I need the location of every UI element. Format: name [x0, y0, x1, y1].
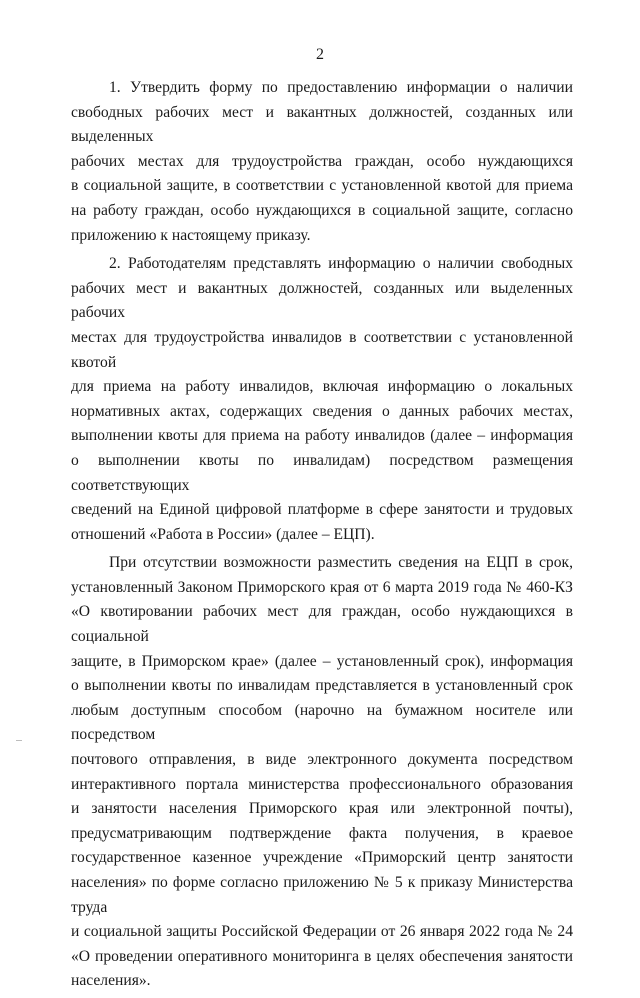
text-line: установленный Законом Приморского края от 6 марта 2019 года № 460-КЗ: [71, 578, 573, 596]
text-line: рабочих мест и вакантных должностей, созданных или выделенных рабочих: [71, 279, 573, 322]
text-line: населения» по форме согласно приложению № 5 к приказу Министерства труда: [71, 874, 573, 916]
text-line: При отсутствии возможности разместить сведения на ЕЦП в срок,: [109, 554, 573, 572]
text-line: в социальной защите, в соответствии с установленной квотой для приема: [71, 177, 573, 195]
text-line: свободных рабочих мест и вакантных должностей, созданных или выделенных: [71, 103, 573, 146]
text-line: почтового отправления, в виде электронного документа посредством: [71, 751, 573, 769]
document-body: [71, 76, 573, 998]
text-line: «О квотировании рабочих мест для граждан, особо нуждающихся в социальной: [71, 603, 573, 646]
text-line: отношений «Работа в России» (далее – ЕЦП).: [71, 525, 375, 543]
text-line: «О проведении оперативного мониторинга в целях обеспечения занятости: [71, 947, 573, 965]
text-line: предусматривающим подтверждение факта получения, в краевое: [71, 824, 573, 842]
paragraph-1: [71, 76, 573, 248]
text-line: о выполнении квоты по инвалидам) посредством размещения соответствующих: [71, 451, 573, 494]
text-line: государственное казенное учреждение «Приморский центр занятости: [71, 849, 573, 867]
text-line: и социальной защиты Российской Федерации от 26 января 2022 года № 24: [71, 923, 573, 941]
text-line: населения».: [71, 972, 151, 990]
text-line: любым доступным способом (нарочно на бумажном носителе или посредством: [71, 701, 573, 744]
paragraph-3: [71, 551, 573, 994]
page-number: 2: [316, 46, 324, 63]
text-line: защите, в Приморском крае» (далее – установленный срок), информация: [71, 652, 573, 670]
text-line: нормативных актах, содержащих сведения о данных рабочих местах,: [71, 402, 573, 420]
text-line: для приема на работу инвалидов, включая информацию о локальных: [71, 378, 573, 396]
text-line: и занятости населения Приморского края или электронной почты),: [71, 800, 573, 818]
text-line: интерактивного портала министерства профессионального образования: [71, 775, 573, 793]
text-line: рабочих местах для трудоустройства граждан, особо нуждающихся: [71, 152, 573, 170]
text-line: 1. Утвердить форму по предоставлению информации о наличии: [109, 79, 573, 96]
text-line: сведений на Единой цифровой платформе в сфере занятости и трудовых: [71, 501, 573, 519]
text-line: выполнении квоты для приема на работу инвалидов (далее – информация: [71, 427, 573, 445]
text-line: на работу граждан, особо нуждающихся в социальной защите, согласно: [71, 201, 573, 219]
text-line: о выполнении квоты по инвалидам представляется в установленный срок: [71, 677, 573, 695]
text-line: приложению к настоящему приказу.: [71, 226, 311, 244]
text-line: местах для трудоустройства инвалидов в соответствии с установленной квотой: [71, 328, 573, 371]
scan-margin-mark: [16, 740, 22, 741]
text-line: 2. Работодателям представлять информацию о наличии свободных: [109, 255, 573, 273]
paragraph-2: [71, 252, 573, 547]
